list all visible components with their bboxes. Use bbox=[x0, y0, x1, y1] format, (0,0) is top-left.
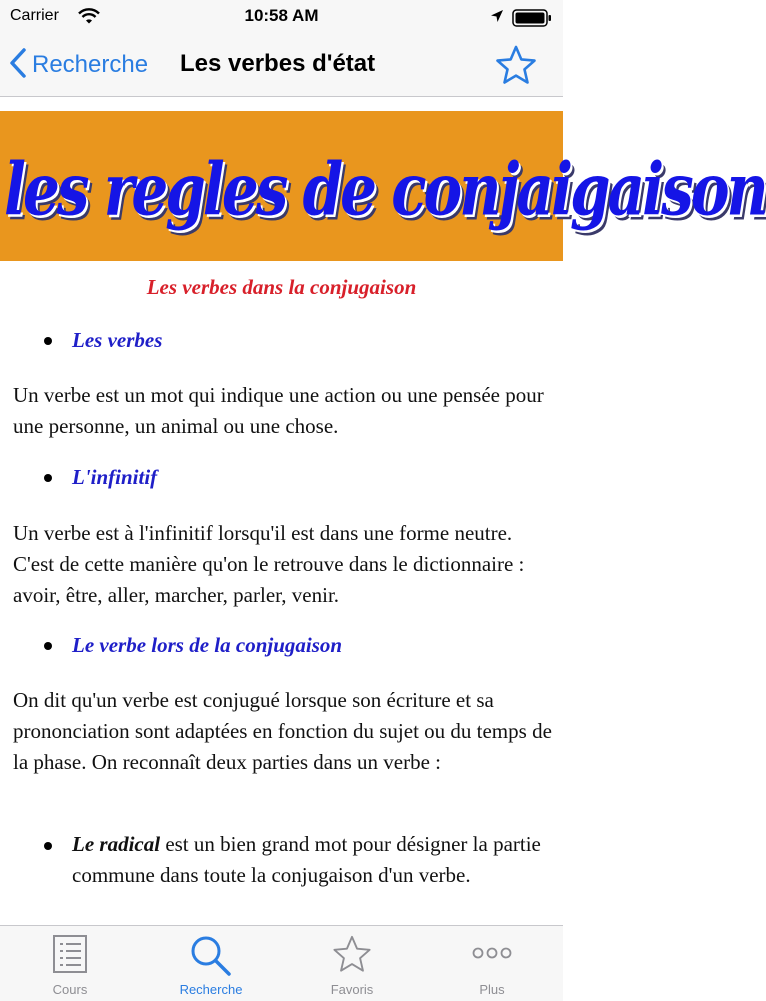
banner-image bbox=[0, 111, 766, 261]
navigation-bar bbox=[0, 34, 563, 97]
bullet-icon bbox=[44, 642, 52, 650]
tab-favoris[interactable] bbox=[282, 926, 422, 1001]
status-bar bbox=[0, 0, 563, 34]
star-icon bbox=[495, 44, 537, 86]
section-heading bbox=[44, 328, 162, 353]
tab-cours[interactable] bbox=[0, 926, 140, 1001]
list-item bbox=[44, 829, 559, 891]
section-heading-text: L'infinitif bbox=[72, 465, 158, 489]
banner-title: les regles de conjaigaison bbox=[4, 147, 766, 232]
tab-label: Recherche bbox=[179, 982, 243, 997]
list-item-term: Le radical bbox=[72, 832, 161, 856]
page-title: Les verbes d'état bbox=[180, 50, 376, 77]
list-item-text bbox=[72, 829, 559, 891]
bullet-icon bbox=[44, 474, 52, 482]
battery-icon bbox=[512, 9, 552, 32]
section-paragraph: Un verbe est un mot qui indique une action ou une pensée pour une personne, un animal ou une chose. bbox=[13, 383, 544, 438]
carrier-label: Carrier bbox=[10, 7, 59, 24]
tab-plus[interactable] bbox=[422, 926, 562, 1001]
list-icon bbox=[52, 934, 88, 979]
favorite-button[interactable] bbox=[495, 44, 537, 91]
section-heading-text: Les verbes bbox=[72, 328, 163, 352]
section-paragraph: Un verbe est à l'infinitif lorsqu'il est dans une forme neutre. C'est de cette manière qu'on le retrouve dans le dictionnaire : avoir, être, aller, marcher, parler, venir. bbox=[13, 521, 525, 607]
location-arrow-icon bbox=[490, 9, 504, 28]
back-button-label: Recherche bbox=[32, 51, 149, 78]
section-paragraph: On dit qu'un verbe est conjugué lorsque son écriture et sa prononciation sont adaptées en fonction du sujet ou du temps de la phase. On reconnaît deux parties dans un verbe : bbox=[13, 688, 552, 774]
chevron-left-icon bbox=[10, 48, 26, 83]
section-heading bbox=[44, 465, 157, 490]
section-heading-text: Le verbe lors de la conjugaison bbox=[72, 633, 343, 657]
more-icon bbox=[472, 946, 512, 964]
list-item-description: est un bien grand mot pour désigner la partie commune dans toute la conjugaison d'un verbe. bbox=[72, 832, 541, 887]
bullet-icon bbox=[44, 842, 52, 850]
tab-recherche[interactable] bbox=[141, 926, 281, 1001]
section-heading bbox=[44, 633, 342, 658]
star-icon bbox=[332, 934, 372, 979]
search-icon bbox=[189, 934, 233, 983]
tab-label: Cours bbox=[52, 982, 88, 997]
bullet-icon bbox=[44, 337, 52, 345]
tab-label: Plus bbox=[479, 982, 505, 997]
tab-bar bbox=[0, 925, 563, 1001]
tab-label: Favoris bbox=[330, 982, 374, 997]
back-button[interactable] bbox=[10, 48, 148, 82]
article-subtitle: Les verbes dans la conjugaison bbox=[146, 275, 417, 299]
article-content[interactable] bbox=[0, 97, 766, 925]
clock-label: 10:58 AM bbox=[244, 6, 319, 25]
